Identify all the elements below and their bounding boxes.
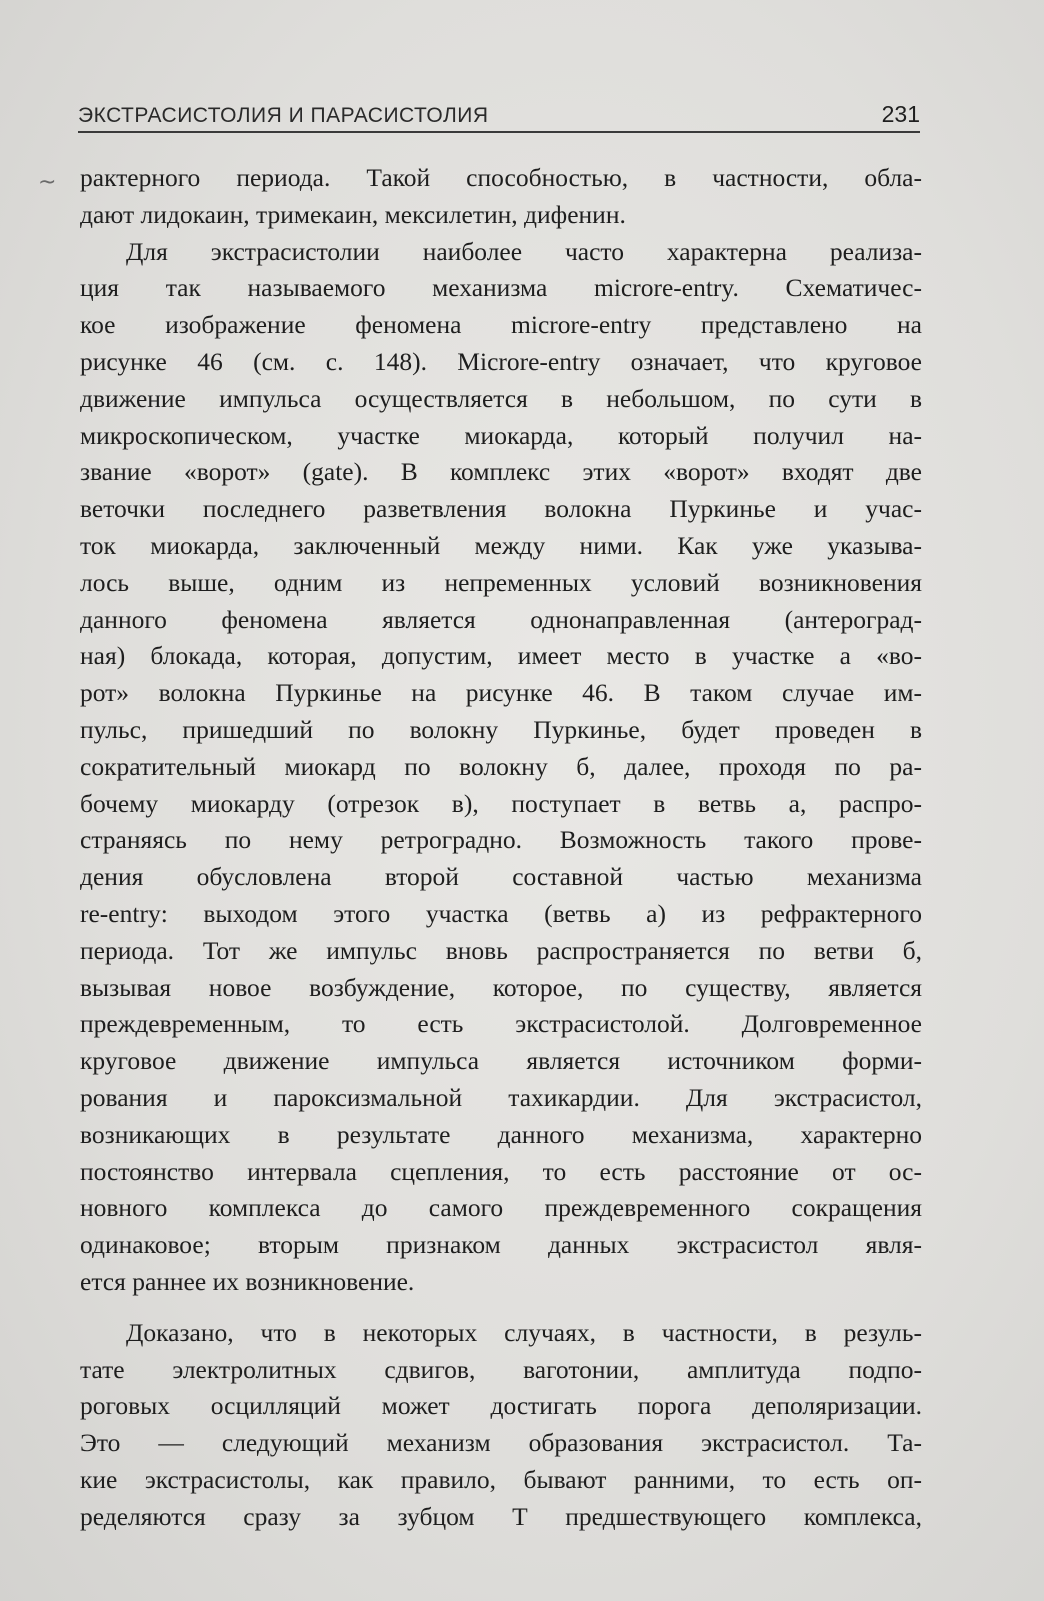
text-line: рактерного периода. Такой способностью, в частности, обла- <box>80 163 922 192</box>
text-line: re-entry: выходом этого участка (ветвь а) из рефрактерного <box>80 898 922 928</box>
text-line: кое изображение феномена microre-entry представлено на <box>80 310 922 340</box>
text-line: постоянство интервала сцепления, то есть расстояние от ос- <box>80 1156 922 1186</box>
text-line: бочему миокарду (отрезок в), поступает в ветвь а, распро- <box>80 788 922 818</box>
text-line: ток миокарда, заключенный между ними. Как уже указыва- <box>80 530 922 560</box>
text-line: дают лидокаин, тримекаин, мексилетин, дифенин. <box>80 199 626 229</box>
text-line: движение импульса осуществляется в небольшом, по сути в <box>80 383 922 413</box>
text-line: дения обусловлена второй составной частью механизма <box>80 862 922 892</box>
text-line: одинаковое; вторым признаком данных экстрасистол явля- <box>80 1230 922 1260</box>
text-line: микроскопическом, участке миокарда, который получил на- <box>80 420 922 450</box>
running-head <box>78 88 920 133</box>
text-line: новного комплекса до самого преждевременного сокращения <box>80 1193 922 1223</box>
page-number: 231 <box>881 101 920 127</box>
text-line: ная) блокада, которая, допустим, имеет место в участке а «во- <box>80 641 922 671</box>
text-line: круговое движение импульса является источником форми- <box>80 1046 922 1076</box>
text-line: тате электролитных сдвигов, ваготонии, амплитуда подпо- <box>80 1354 922 1384</box>
text-line: данного феномена является однонаправленная (антероград- <box>80 604 922 634</box>
paragraph-1 <box>80 160 922 234</box>
text-line: кие экстрасистолы, как правило, бывают ранними, то есть оп- <box>80 1464 922 1494</box>
text-line: преждевременным, то есть экстрасистолой. Долговременное <box>80 1009 922 1039</box>
text-line: роговых осцилляций может достигать порога деполяризации. <box>80 1391 922 1421</box>
text-line: звание «ворот» (gate). В комплекс этих «ворот» входят две <box>80 457 922 487</box>
text-line: лось выше, одним из непременных условий возникновения <box>80 567 922 597</box>
text-line: Доказано, что в некоторых случаях, в частности, в резуль- <box>126 1317 922 1347</box>
text-line: ется раннее их возникновение. <box>80 1266 415 1296</box>
text-line: вызывая новое возбуждение, которое, по существу, является <box>80 972 922 1002</box>
text-line: ция так называемого механизма microre-entry. Схематичес- <box>80 273 922 303</box>
text-line: ределяются сразу за зубцом Т предшествующего комплекса, <box>80 1501 922 1531</box>
paragraph-3 <box>80 1315 922 1536</box>
margin-mark: ~ <box>38 170 57 195</box>
text-line: сократительный миокард по волокну б, далее, проходя по ра- <box>80 751 922 781</box>
text-line: Для экстрасистолии наиболее часто характерна реализа- <box>126 236 922 266</box>
text-line: страняясь по нему ретроградно. Возможность такого прове- <box>80 825 922 855</box>
chapter-title: ЭКСТРАСИСТОЛИЯ И ПАРАСИСТОЛИЯ <box>78 104 489 127</box>
text-line: пульс, пришедший по волокну Пуркинье, будет проведен в <box>80 714 922 744</box>
text-line: веточки последнего разветвления волокна Пуркинье и учас- <box>80 494 922 524</box>
text-line: рисунке 46 (см. с. 148). Microre-entry означает, что круговое <box>80 346 922 376</box>
body-text <box>80 160 922 1535</box>
text-line: возникающих в результате данного механизма, характерно <box>80 1119 922 1149</box>
text-line: Это — следующий механизм образования экстрасистол. Та- <box>80 1428 922 1458</box>
paragraph-2 <box>80 234 922 1301</box>
text-line: рот» волокна Пуркинье на рисунке 46. В таком случае им- <box>80 678 922 708</box>
text-line: периода. Тот же импульс вновь распространяется по ветви б, <box>80 935 922 965</box>
text-line: рования и пароксизмальной тахикардии. Для экстрасистол, <box>80 1082 922 1112</box>
paragraph-gap <box>80 1301 922 1315</box>
